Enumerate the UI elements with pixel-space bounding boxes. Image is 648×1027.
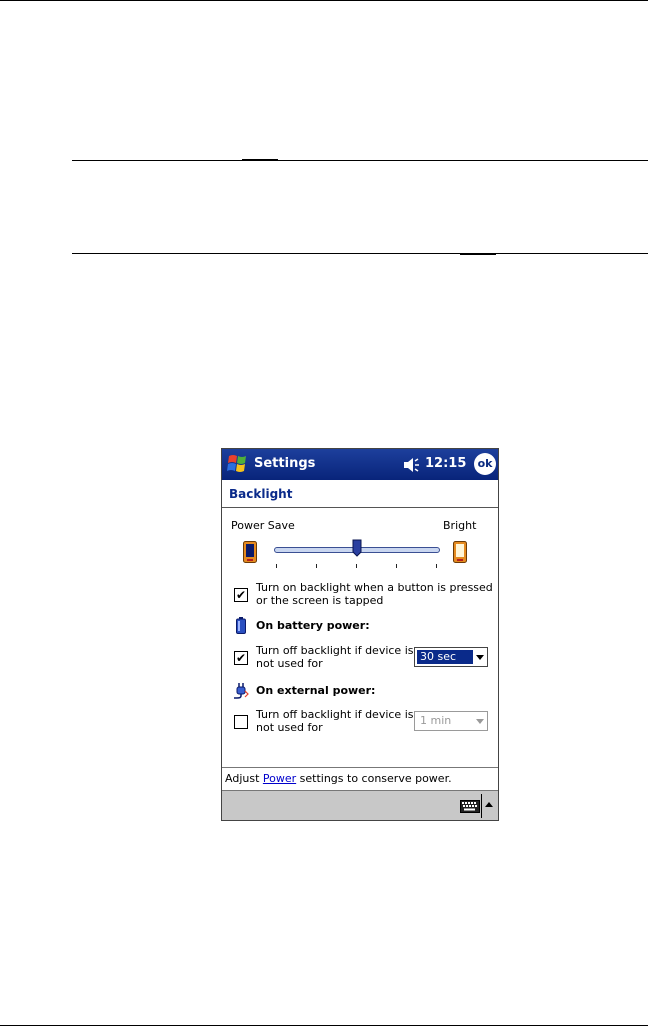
speaker-icon[interactable] [402,457,420,473]
title-divider [222,507,498,508]
ok-button[interactable]: ok [474,453,496,475]
slider-tick [356,564,357,568]
external-timeout-label: Turn off backlight if device is not used for [256,708,414,734]
plug-icon [233,682,249,699]
title-bar [222,449,498,480]
power-settings-link[interactable]: Power [262,772,297,785]
note-top-rule [72,160,648,161]
footer-note-suffix: settings to conserve power. [296,772,452,785]
footer-note-prefix: Adjust [225,772,263,785]
tap-backlight-label: Turn on backlight when a button is pressed or the screen is tapped [256,581,493,607]
battery-timeout-label: Turn off backlight if device is not used for [256,644,414,670]
slider-tick [276,564,277,568]
battery-timeout-checkbox[interactable]: ✔ [235,651,247,665]
footer-note [225,772,452,785]
power-save-label: Power Save [231,519,295,532]
page-title: Backlight [229,487,293,501]
tap-backlight-checkbox[interactable]: ✔ [235,588,247,602]
keyboard-icon[interactable] [460,800,480,813]
battery-timeout-select[interactable] [414,647,488,667]
bright-label: Bright [443,519,477,532]
external-timeout-checkbox[interactable] [234,715,248,729]
app-title: Settings [254,456,316,471]
external-timeout-value: 1 min [420,714,452,727]
battery-icon [236,617,246,634]
sip-up-arrow-icon[interactable] [485,802,493,807]
device-screen [221,448,499,821]
page-top-rule [0,0,648,1]
phone-dim-icon [243,541,257,563]
battery-power-heading: On battery power: [256,619,370,632]
footer-divider [222,767,498,768]
menu-bar [222,790,498,821]
clock[interactable]: 12:15 [425,456,467,471]
slider-tick [436,564,437,568]
external-power-heading: On external power: [256,684,376,697]
battery-timeout-value: 30 sec [417,650,473,664]
phone-bright-icon [453,541,467,563]
slider-tick [396,564,397,568]
sip-divider [481,794,482,818]
start-flag-icon[interactable] [225,452,251,476]
external-timeout-select[interactable] [414,711,488,731]
chevron-down-icon[interactable] [476,719,484,724]
slider-tick [316,564,317,568]
note-bottom-rule [72,253,648,254]
brightness-slider-thumb[interactable] [352,539,362,557]
chevron-down-icon[interactable] [476,655,484,660]
page-bottom-rule [0,1025,648,1026]
